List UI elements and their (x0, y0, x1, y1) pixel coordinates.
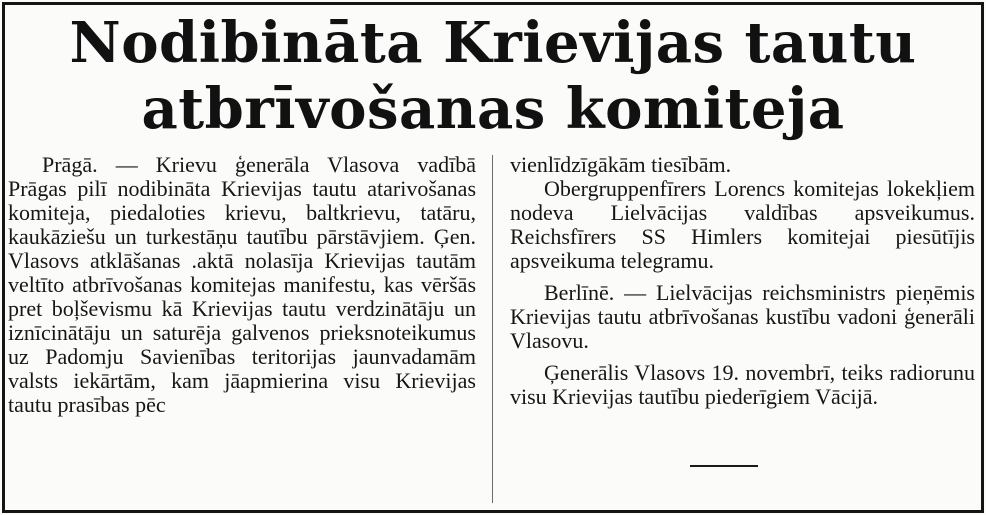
headline-line-1: Nodibināta Krievijas tautu (69, 10, 917, 76)
paragraph-prague-continued: vienlīdzīgākām tiesībām. (510, 152, 732, 177)
paragraph-lorenz: Obergruppenfīrers Lorencs komitejas lokekļiem nodeva Lielvācijas valdības apsveikumus. Reichsfīrers SS Himlers komitejai piesūtījis apsveikuma telegramu. (510, 176, 975, 273)
frame-top-border (2, 2, 984, 5)
column-divider (492, 155, 493, 503)
paragraph-berlin: Berlīnē. — Lielvācijas reichsministrs pieņēmis Krievijas tautu atbrīvošanas kustību vadoni ģenerāli Vlasovu. (510, 280, 975, 353)
frame-bottom-border (2, 510, 984, 513)
paragraph-prague: Prāgā. — Krievu ģenerāla Vlasova vadībā Prāgas pilī nodibināta Krievijas tautu atarivošanas komiteja, piedaloties krievu, baltkrievu, tatāru, kaukāziešu un turkestāņu tautību pārstāvjiem. Ģen. Vlasovs atklāšanas .aktā nolasīja Krievijas tautām veltīto atbrīvošanas komitejas manifestu, kas vēršās pret boļševismu kā Krievijas tautu verdzinātāju un iznīcinātāju un saturēja galvenos prieksnoteikumus uz Padomju Savienības teritorijas jaunvadamām valsts iekārtām, kam jāapmierina visu Krievijas tautu prasības pēc (8, 152, 476, 417)
frame-left-border (2, 2, 5, 513)
paragraph-vlasov-radio: Ģenerālis Vlasovs 19. novembrī, teiks radiorunu visu Krievijas tautību piederīgiem Vācijā. (510, 360, 975, 409)
frame-right-border (981, 2, 984, 513)
article-end-rule (690, 465, 758, 467)
article-column-right (510, 153, 975, 409)
headline-line-2: atbrīvošanas komiteja (141, 76, 845, 142)
article-column-left (8, 153, 476, 417)
